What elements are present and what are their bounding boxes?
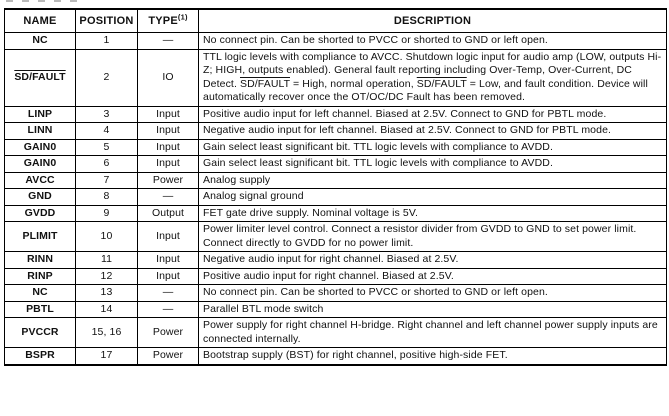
pin-type-cell: Input <box>138 123 199 140</box>
pin-description-cell <box>199 123 667 140</box>
column-header-name <box>5 9 76 33</box>
text-segment: Positive audio input for left channel. Biased at 2.5V. Connect to GND for PBTL mode. <box>203 107 607 120</box>
pin-position-cell: 3 <box>76 106 138 123</box>
table-header <box>5 9 667 33</box>
pin-type-cell: — <box>138 33 199 50</box>
pin-position-cell: 6 <box>76 156 138 173</box>
cropped-text-artifact <box>6 0 126 3</box>
pin-row <box>5 301 667 318</box>
pin-description-cell <box>199 205 667 222</box>
pin-name-cell <box>5 318 76 348</box>
text-segment: = Low, and fault condition. Device will automatically recover once the OT/OC/DC Fault has been removed. <box>203 77 648 103</box>
column-header-description <box>199 9 667 33</box>
pin-type-cell: — <box>138 301 199 318</box>
overlined-signal-name: SD/FAULT <box>14 70 66 83</box>
pin-description-cell <box>199 139 667 156</box>
pin-name-cell <box>5 252 76 269</box>
pin-row <box>5 139 667 156</box>
text-segment: PVCCR <box>21 325 59 338</box>
pin-type-cell: Input <box>138 268 199 285</box>
pin-position-cell: 7 <box>76 172 138 189</box>
pin-row <box>5 318 667 348</box>
text-segment: = High, normal operation, <box>290 77 417 90</box>
pin-type-cell: Input <box>138 139 199 156</box>
pin-name-cell <box>5 301 76 318</box>
text-segment: TTL logic levels with compliance to AVCC. Shutdown logic input for audio amp (LOW, outputs Hi-Z; HIGH, outputs enabled). General fault reporting including Over-Temp, Over-Current, DC Detect. <box>203 50 662 90</box>
pin-name-cell <box>5 222 76 252</box>
text-segment: Gain select least significant bit. TTL logic levels with compliance to AVDD. <box>203 157 553 169</box>
column-header-position <box>76 9 138 33</box>
pin-row <box>5 156 667 173</box>
pin-position-cell: 2 <box>76 49 138 106</box>
pin-name-cell <box>5 348 76 365</box>
column-header-description-label: DESCRIPTION <box>393 15 472 27</box>
text-segment: Bootstrap supply (BST) for right channel, positive high-side FET. <box>203 349 508 361</box>
pin-description-cell <box>199 285 667 302</box>
text-segment: BSPR <box>25 349 55 361</box>
pin-position-cell: 5 <box>76 139 138 156</box>
pin-name-cell <box>5 285 76 302</box>
pin-row <box>5 49 667 106</box>
text-segment: RINP <box>27 269 53 282</box>
pin-description-table <box>4 8 667 366</box>
pin-description-cell <box>199 49 667 106</box>
table-body <box>5 33 667 365</box>
pin-position-cell: 8 <box>76 189 138 206</box>
text-segment: GAIN0 <box>23 140 57 153</box>
column-header-name-label: NAME <box>23 15 57 27</box>
pin-description-cell <box>199 222 667 252</box>
pin-description-cell <box>199 268 667 285</box>
pin-row <box>5 205 667 222</box>
pin-type-cell: Input <box>138 156 199 173</box>
pin-position-cell: 12 <box>76 268 138 285</box>
pin-description-cell <box>199 301 667 318</box>
text-segment: Positive audio input for right channel. Biased at 2.5V. <box>203 269 454 282</box>
text-segment: LINN <box>27 124 53 136</box>
pin-row <box>5 189 667 206</box>
text-segment: GND <box>28 190 52 202</box>
text-segment: PBTL <box>26 302 54 315</box>
pin-row <box>5 123 667 140</box>
pin-description-cell <box>199 318 667 348</box>
pin-name-cell <box>5 139 76 156</box>
pin-row <box>5 33 667 50</box>
text-segment: No connect pin. Can be shorted to PVCC or shorted to GND or left open. <box>203 286 548 298</box>
pin-row <box>5 348 667 365</box>
overlined-signal-name: SD/FAULT <box>239 77 290 90</box>
text-segment: NC <box>32 286 48 298</box>
pin-row <box>5 268 667 285</box>
text-segment: FET gate drive supply. Nominal voltage is 5V. <box>203 206 418 219</box>
pin-description-cell <box>199 156 667 173</box>
pin-position-cell: 14 <box>76 301 138 318</box>
pin-row <box>5 252 667 269</box>
text-segment: Power supply for right channel H-bridge. Right channel and left channel power supply inputs are connected internally. <box>203 319 658 345</box>
pin-position-cell: 13 <box>76 285 138 302</box>
pin-name-cell <box>5 172 76 189</box>
pin-description-cell <box>199 33 667 50</box>
overlined-signal-name: SD/FAULT <box>416 77 467 90</box>
pin-type-cell: Input <box>138 106 199 123</box>
pin-name-cell <box>5 33 76 50</box>
text-segment: GVDD <box>24 206 56 219</box>
text-segment: Gain select least significant bit. TTL logic levels with compliance to AVDD. <box>203 140 553 153</box>
pin-description-cell <box>199 106 667 123</box>
pin-name-cell <box>5 268 76 285</box>
text-segment: Analog signal ground <box>203 190 304 202</box>
text-segment: Parallel BTL mode switch <box>203 302 324 315</box>
text-segment: No connect pin. Can be shorted to PVCC or shorted to GND or left open. <box>203 34 548 46</box>
pin-position-cell: 4 <box>76 123 138 140</box>
pin-row <box>5 285 667 302</box>
pin-description-cell <box>199 172 667 189</box>
pin-row <box>5 222 667 252</box>
pin-type-cell: Power <box>138 318 199 348</box>
pin-type-cell: Input <box>138 252 199 269</box>
text-segment: NC <box>32 34 48 46</box>
pin-type-cell: — <box>138 189 199 206</box>
pin-row <box>5 172 667 189</box>
footnote-marker: (1) <box>177 12 188 22</box>
pin-name-cell <box>5 49 76 106</box>
pin-type-cell: Power <box>138 172 199 189</box>
text-segment: LINP <box>27 107 53 120</box>
pin-type-cell: IO <box>138 49 199 106</box>
pin-position-cell: 9 <box>76 205 138 222</box>
pin-type-cell: — <box>138 285 199 302</box>
pin-type-cell: Power <box>138 348 199 365</box>
text-segment: AVCC <box>25 173 55 186</box>
pin-position-cell: 10 <box>76 222 138 252</box>
pin-row <box>5 106 667 123</box>
pin-position-cell: 11 <box>76 252 138 269</box>
pin-type-cell: Input <box>138 222 199 252</box>
pin-name-cell <box>5 189 76 206</box>
pin-name-cell <box>5 205 76 222</box>
pin-name-cell <box>5 106 76 123</box>
pin-name-cell <box>5 123 76 140</box>
text-segment: RINN <box>26 253 54 265</box>
pin-position-cell: 15, 16 <box>76 318 138 348</box>
text-segment: Negative audio input for left channel. Biased at 2.5V. Connect to GND for PBTL mode. <box>203 124 612 136</box>
text-segment: Power limiter level control. Connect a resistor divider from GVDD to GND to set power limit. Connect directly to GVDD for no power limit. <box>203 223 637 249</box>
text-segment: Negative audio input for right channel. Biased at 2.5V. <box>203 253 459 265</box>
pin-name-cell <box>5 156 76 173</box>
column-header-position-label: POSITION <box>79 15 134 27</box>
text-segment: Analog supply <box>203 173 271 186</box>
pin-description-cell <box>199 252 667 269</box>
pin-position-cell: 17 <box>76 348 138 365</box>
text-segment: GAIN0 <box>23 157 57 169</box>
column-header-type <box>138 9 199 33</box>
column-header-type-label: TYPE <box>148 15 178 27</box>
pin-description-cell <box>199 189 667 206</box>
header-row <box>5 9 667 33</box>
pin-description-cell <box>199 348 667 365</box>
pin-type-cell: Output <box>138 205 199 222</box>
pin-position-cell: 1 <box>76 33 138 50</box>
text-segment: PLIMIT <box>22 229 58 242</box>
